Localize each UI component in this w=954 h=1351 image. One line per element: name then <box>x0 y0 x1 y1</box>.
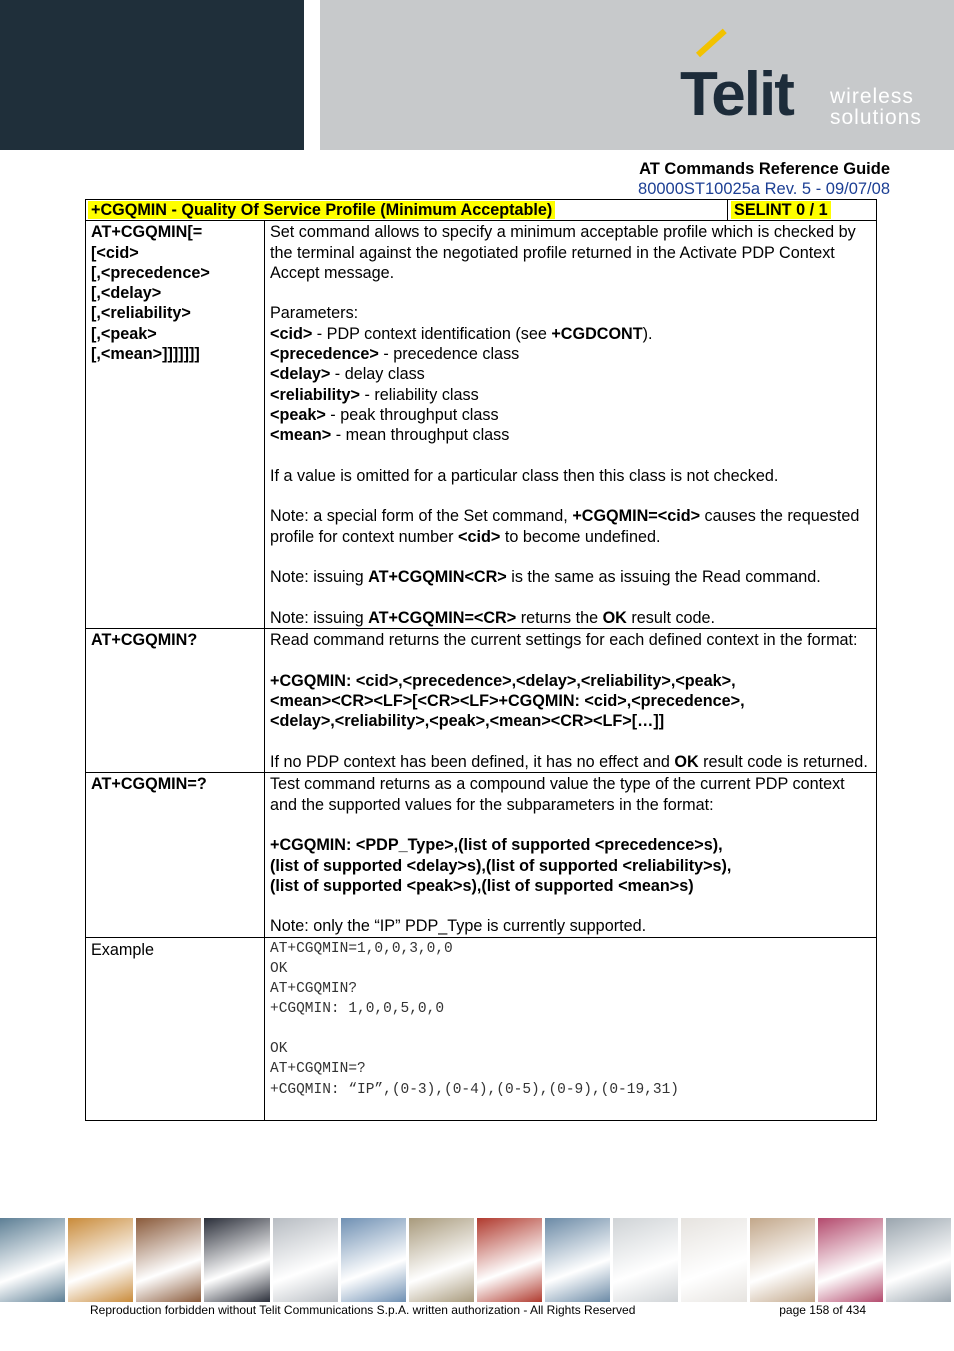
param-name: <precedence> <box>270 345 379 364</box>
param-desc: ). <box>642 324 653 343</box>
footer-photo-tile <box>681 1218 746 1302</box>
param-name: <peak> <box>270 405 326 424</box>
table-row-example <box>86 937 877 1120</box>
param-ref: +CGDCONT <box>551 324 643 343</box>
param-reliability <box>270 385 871 405</box>
example-code-line: +CGQMIN: “IP”,(0-3),(0-4),(0-5),(0-9),(0-19,31) <box>270 1081 679 1098</box>
note-ok-result <box>270 608 871 628</box>
note-text: If no PDP context has been defined, it has no effect and <box>270 753 675 772</box>
read-format-line: <mean><CR><LF>[<CR><LF>+CGQMIN: <cid>,<precedence>, <box>270 692 745 711</box>
param-desc: - PDP context identification (see <box>312 324 552 343</box>
example-code-cell <box>265 937 877 1120</box>
logo-tagline-line1: wireless <box>830 85 914 108</box>
note-cmd: OK <box>674 753 699 772</box>
read-note <box>270 752 871 772</box>
footer-photo-tile <box>613 1218 678 1302</box>
test-intro: Test command returns as a compound value the type of the current PDP context and the supported values for the subparameters in the format: <box>270 775 845 814</box>
command-title-cell <box>86 200 728 221</box>
document-title: AT Commands Reference Guide <box>639 160 890 178</box>
logo-wordmark: Telit <box>680 60 793 129</box>
table-row-set <box>86 221 877 629</box>
param-desc: - precedence class <box>378 345 520 364</box>
note-cmd: <cid> <box>458 527 501 546</box>
document-title-block <box>638 159 890 199</box>
read-format-line: <delay>,<reliability>,<peak>,<mean><CR><LF>[…]] <box>270 712 665 731</box>
note-text: Note: issuing <box>270 568 369 587</box>
note-text: result code is returned. <box>698 753 868 772</box>
set-description-cell <box>265 221 877 629</box>
example-code-line: AT+CGQMIN=? <box>270 1061 366 1078</box>
footer-photo-tile <box>0 1218 65 1302</box>
footer <box>90 1302 870 1318</box>
example-code-line: +CGQMIN: 1,0,0,5,0,0 <box>270 1000 445 1017</box>
header-dark-panel <box>0 0 304 150</box>
logo-tagline <box>830 86 922 128</box>
example-code-line: AT+CGQMIN? <box>270 980 358 997</box>
document-reference: 80000ST10025a Rev. 5 - 09/07/08 <box>638 180 890 198</box>
set-syntax-line: [,<peak> <box>91 324 157 343</box>
selint-cell <box>728 200 877 221</box>
footer-image-strip <box>0 1218 954 1302</box>
param-desc: - mean throughput class <box>331 426 510 445</box>
example-label-cell: Example <box>86 937 265 1120</box>
footer-photo-tile <box>273 1218 338 1302</box>
parameters-label: Parameters: <box>270 304 359 323</box>
footer-photo-tile <box>477 1218 542 1302</box>
example-code-line: AT+CGQMIN=1,0,0,3,0,0 <box>270 940 453 957</box>
omit-note: If a value is omitted for a particular class then this class is not checked. <box>270 466 779 485</box>
table-title-row <box>86 200 877 221</box>
read-intro: Read command returns the current settings for each defined context in the format: <box>270 631 858 650</box>
param-name: <cid> <box>270 324 313 343</box>
table-row-test <box>86 773 877 937</box>
test-description-cell <box>265 773 877 937</box>
param-cid <box>270 324 871 344</box>
set-syntax-line: [,<mean>]]]]]]] <box>91 345 200 364</box>
page-number: page 158 of 434 <box>779 1303 866 1317</box>
footer-photo-tile <box>409 1218 474 1302</box>
note-text: to become undefined. <box>500 527 661 546</box>
test-format-line: (list of supported <peak>s),(list of supported <mean>s) <box>270 876 694 895</box>
test-format-line: (list of supported <delay>s),(list of supported <reliability>s), <box>270 856 732 875</box>
footer-photo-tile <box>750 1218 815 1302</box>
param-precedence <box>270 344 871 364</box>
param-peak <box>270 405 871 425</box>
footer-photo-tile <box>136 1218 201 1302</box>
example-code-line: OK <box>270 960 288 977</box>
command-table <box>85 199 877 1121</box>
note-cmd: OK <box>602 608 627 627</box>
set-syntax-line: [,<precedence> <box>91 263 210 282</box>
note-cmd: AT+CGQMIN=<CR> <box>368 608 517 627</box>
test-note: Note: only the “IP” PDP_Type is currently supported. <box>270 917 647 936</box>
read-description-cell <box>265 629 877 773</box>
example-code-line: OK <box>270 1041 288 1058</box>
set-syntax-line: [,<reliability> <box>91 304 191 323</box>
note-text: Note: a special form of the Set command, <box>270 507 573 526</box>
set-intro: Set command allows to specify a minimum acceptable profile which is checked by the terminal against the negotiated profile returned in the Activate PDP Context Accept message. <box>270 223 856 282</box>
footer-photo-tile <box>68 1218 133 1302</box>
note-text: Note: issuing <box>270 608 369 627</box>
note-special-form <box>270 506 871 547</box>
selint-badge: SELINT 0 / 1 <box>731 201 831 219</box>
footer-photo-tile <box>818 1218 883 1302</box>
note-text: result code. <box>626 608 716 627</box>
example-code-line <box>270 1019 871 1039</box>
param-delay <box>270 364 871 384</box>
logo-tagline-line2: solutions <box>830 106 922 129</box>
param-name: <mean> <box>270 426 332 445</box>
param-desc: - delay class <box>330 365 425 384</box>
set-syntax-cell <box>86 221 265 629</box>
param-mean <box>270 425 871 445</box>
param-desc: - peak throughput class <box>325 405 499 424</box>
command-title: +CGQMIN - Quality Of Service Profile (Minimum Acceptable) <box>88 201 555 219</box>
note-text: returns the <box>516 608 603 627</box>
note-text: causes the requested profile for context number <box>270 507 860 546</box>
note-cmd: AT+CGQMIN<CR> <box>368 568 507 587</box>
telit-logo <box>676 48 926 132</box>
footer-photo-tile <box>886 1218 951 1302</box>
table-row-read <box>86 629 877 773</box>
footer-photo-tile <box>341 1218 406 1302</box>
read-syntax-cell: AT+CGQMIN? <box>86 629 265 773</box>
footer-photo-tile <box>545 1218 610 1302</box>
test-syntax-cell: AT+CGQMIN=? <box>86 773 265 937</box>
set-syntax-line: [,<delay> <box>91 284 162 303</box>
read-format-line: +CGQMIN: <cid>,<precedence>,<delay>,<reliability>,<peak>, <box>270 671 736 690</box>
param-name: <delay> <box>270 365 331 384</box>
note-text: is the same as issuing the Read command. <box>506 568 821 587</box>
param-name: <reliability> <box>270 385 360 404</box>
set-syntax-line: AT+CGQMIN[= <box>91 223 203 242</box>
note-cmd: +CGQMIN=<cid> <box>572 507 701 526</box>
set-syntax-line: [<cid> <box>91 243 139 262</box>
param-desc: - reliability class <box>359 385 479 404</box>
note-read-equivalent <box>270 567 871 587</box>
footer-photo-tile <box>204 1218 269 1302</box>
copyright-notice: Reproduction forbidden without Telit Communications S.p.A. written authorization - All Rights Reserved <box>90 1303 636 1317</box>
test-format-line: +CGQMIN: <PDP_Type>,(list of supported <precedence>s), <box>270 836 723 855</box>
